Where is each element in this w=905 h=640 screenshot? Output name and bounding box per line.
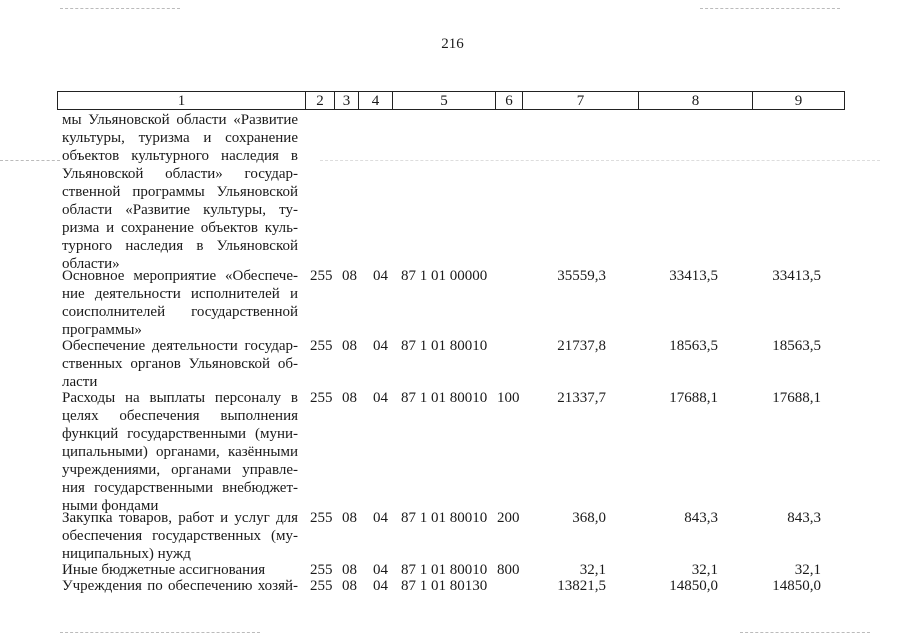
cell-amount-col7: 368,0 — [572, 510, 606, 526]
cell-amount-col8: 33413,5 — [669, 268, 718, 284]
scan-artifact — [700, 8, 840, 9]
cell-grbs: 255 — [310, 338, 333, 354]
cell-amount-col9: 18563,5 — [772, 338, 821, 354]
row-name — [62, 509, 298, 563]
row-name-line: ственной программы Ульяновской — [62, 184, 298, 200]
row-name — [62, 111, 298, 273]
cell-amount-col8: 32,1 — [691, 562, 718, 578]
cell-target-article: 87 1 01 80010 — [401, 390, 488, 406]
row-name-line: ными фондами — [62, 498, 159, 514]
row-name-line: ния государственными внебюджет- — [62, 480, 298, 496]
cell-target-article: 87 1 01 80130 — [401, 578, 488, 594]
row-name-line: области» — [62, 256, 120, 272]
cell-amount-col8: 17688,1 — [669, 390, 718, 406]
row-name-line: ласти — [62, 374, 98, 390]
row-name-line: культуры, туризма и сохранение — [62, 130, 298, 146]
row-name-line: Иные бюджетные ассигнования — [62, 562, 266, 578]
cell-expense-type: 100 — [497, 390, 520, 406]
row-name — [62, 267, 298, 339]
header-col-9: 9 — [752, 91, 845, 110]
scan-artifact — [60, 632, 260, 633]
scan-artifact — [320, 160, 880, 161]
cell-amount-col7: 35559,3 — [557, 268, 606, 284]
row-name-line: Закупка товаров, работ и услуг для — [62, 510, 298, 526]
row-name — [62, 389, 298, 515]
cell-amount-col7: 13821,5 — [557, 578, 606, 594]
row-name-line: Обеспечение деятельности государ- — [62, 338, 298, 354]
cell-section: 08 — [342, 338, 357, 354]
cell-grbs: 255 — [310, 562, 333, 578]
scan-artifact — [740, 632, 870, 633]
cell-amount-col9: 14850,0 — [772, 578, 821, 594]
cell-amount-col9: 32,1 — [794, 562, 821, 578]
row-name-line: функций государственными (муни- — [62, 426, 298, 442]
row-name-line: объектов культурного наследия в — [62, 148, 298, 164]
cell-amount-col8: 843,3 — [684, 510, 718, 526]
cell-target-article: 87 1 01 80010 — [401, 510, 488, 526]
cell-target-article: 87 1 01 00000 — [401, 268, 488, 284]
cell-subsection: 04 — [373, 578, 388, 594]
cell-subsection: 04 — [373, 338, 388, 354]
row-name-line: ниципальных) нужд — [62, 546, 191, 562]
cell-target-article: 87 1 01 80010 — [401, 338, 488, 354]
row-name-line: Ульяновской области» государ- — [62, 166, 298, 182]
cell-grbs: 255 — [310, 268, 333, 284]
header-col-1: 1 — [57, 91, 306, 110]
page-number: 216 — [441, 36, 464, 52]
row-name-line: Учреждения по обеспечению хозяй- — [62, 578, 298, 594]
header-col-3: 3 — [334, 91, 359, 110]
row-name-line: программы» — [62, 322, 142, 338]
row-name-line: обеспечения государственных (му- — [62, 528, 298, 544]
row-name-line: соисполнителей государственной — [62, 304, 298, 320]
row-name-line: Основное мероприятие «Обеспече- — [62, 268, 298, 284]
cell-expense-type: 800 — [497, 562, 520, 578]
cell-grbs: 255 — [310, 578, 333, 594]
cell-section: 08 — [342, 390, 357, 406]
cell-amount-col7: 32,1 — [579, 562, 606, 578]
cell-amount-col9: 33413,5 — [772, 268, 821, 284]
cell-subsection: 04 — [373, 510, 388, 526]
header-col-7: 7 — [522, 91, 639, 110]
cell-grbs: 255 — [310, 390, 333, 406]
row-name-line: ние деятельности исполнителей и — [62, 286, 298, 302]
cell-section: 08 — [342, 268, 357, 284]
row-name-line: Расходы на выплаты персоналу в — [62, 390, 298, 406]
cell-grbs: 255 — [310, 510, 333, 526]
row-name-line: мы Ульяновской области «Развитие — [62, 112, 298, 128]
cell-section: 08 — [342, 578, 357, 594]
header-col-5: 5 — [392, 91, 496, 110]
header-col-8: 8 — [638, 91, 753, 110]
row-name-line: ственных органов Ульяновской об- — [62, 356, 298, 372]
cell-amount-col8: 18563,5 — [669, 338, 718, 354]
cell-amount-col7: 21337,7 — [557, 390, 606, 406]
cell-subsection: 04 — [373, 562, 388, 578]
scan-artifact — [60, 8, 180, 9]
cell-subsection: 04 — [373, 390, 388, 406]
cell-subsection: 04 — [373, 268, 388, 284]
header-col-6: 6 — [495, 91, 523, 110]
cell-amount-col7: 21737,8 — [557, 338, 606, 354]
cell-section: 08 — [342, 510, 357, 526]
row-name-line: ципальными) органами, казёнными — [62, 444, 298, 460]
row-name-line: области «Развитие культуры, ту- — [62, 202, 298, 218]
header-col-4: 4 — [358, 91, 393, 110]
cell-amount-col9: 843,3 — [787, 510, 821, 526]
row-name-line: ризма и сохранение объектов куль- — [62, 220, 298, 236]
cell-amount-col8: 14850,0 — [669, 578, 718, 594]
cell-section: 08 — [342, 562, 357, 578]
scan-artifact — [0, 160, 60, 161]
row-name-line: турного наследия в Ульяновской — [62, 238, 298, 254]
row-name-line: учреждениями, органами управле- — [62, 462, 298, 478]
cell-expense-type: 200 — [497, 510, 520, 526]
row-name-line: целях обеспечения выполнения — [62, 408, 298, 424]
cell-target-article: 87 1 01 80010 — [401, 562, 488, 578]
row-name — [62, 337, 298, 391]
cell-amount-col9: 17688,1 — [772, 390, 821, 406]
header-col-2: 2 — [305, 91, 335, 110]
row-name — [62, 577, 298, 595]
